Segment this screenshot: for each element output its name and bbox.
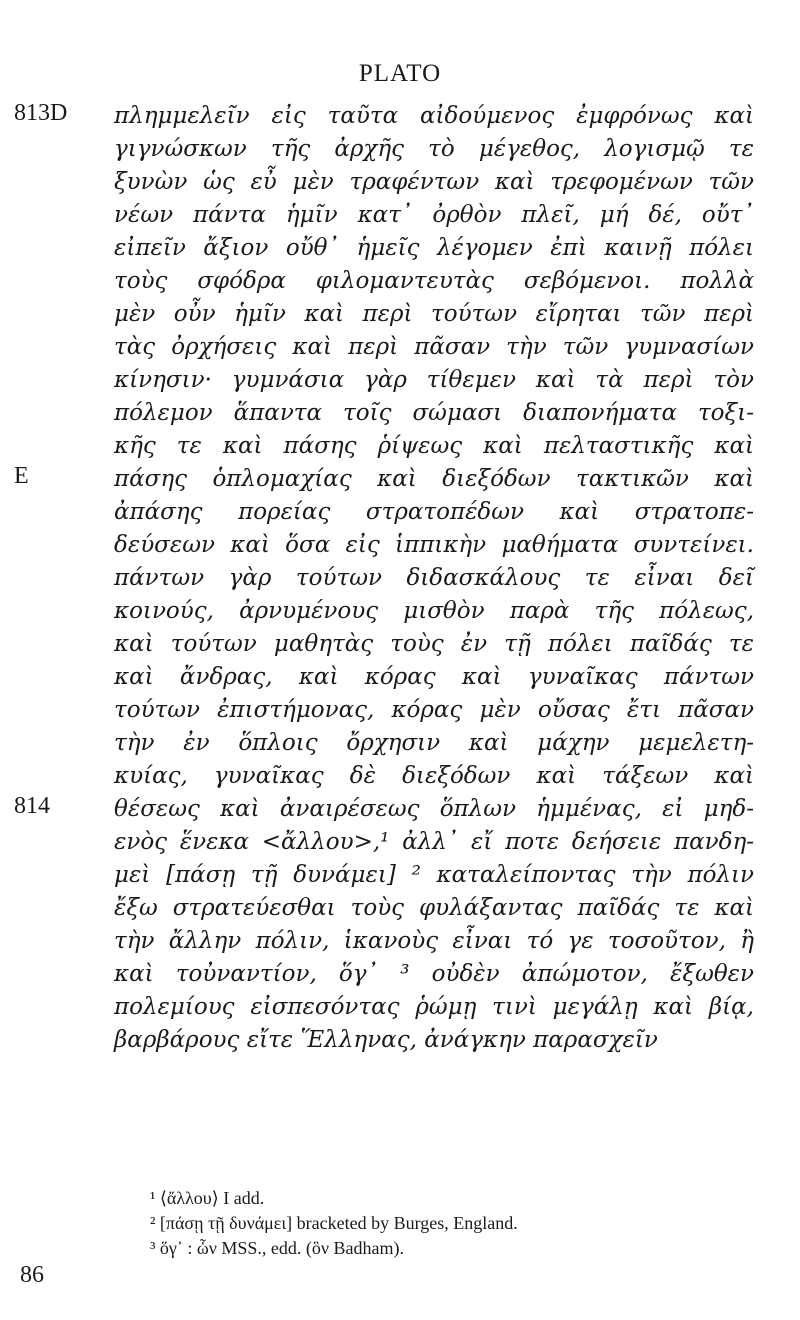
text-line: τὴν ἐν ὅπλοις ὄρχησιν καὶ μάχην μεμελετη- xyxy=(114,730,754,756)
text-line: κίνησιν· γυμνάσια γὰρ τίθεμεν καὶ τὰ περὶ τὸν xyxy=(114,367,754,393)
text-line: πάντων γὰρ τούτων διδασκάλους τε εἶναι δεῖ xyxy=(114,565,754,591)
footnotes xyxy=(150,1186,750,1261)
text-line: γιγνώσκων τῆς ἀρχῆς τὸ μέγεθος, λογισμῷ τε xyxy=(114,136,754,162)
footnote: ¹ ⟨ἄλλου⟩ I add. xyxy=(150,1188,265,1208)
text-line: πλημμελεῖν εἰς ταῦτα αἰδούμενος ἐμφρόνως καὶ xyxy=(114,103,754,129)
text-line: εἰπεῖν ἄξιον οὔθ᾽ ἡμεῖς λέγομεν ἐπὶ καινῇ πόλει xyxy=(114,235,754,261)
text-line: κοινούς, ἀρνυμένους μισθὸν παρὰ τῆς πόλεως, xyxy=(114,598,754,624)
text-line: δεύσεων καὶ ὅσα εἰς ἱππικὴν μαθήματα συντείνει. xyxy=(114,532,754,558)
text-line: μὲν οὖν ἡμῖν καὶ περὶ τούτων εἴρηται τῶν περὶ xyxy=(114,301,754,327)
text-line: καὶ ἄνδρας, καὶ κόρας καὶ γυναῖκας πάντων xyxy=(114,664,754,690)
text-line: μεὶ [πάσῃ τῇ δυνάμει] ² καταλείποντας τὴν πόλιν xyxy=(114,862,754,888)
footnote: ² [πάσῃ τῇ δυνάμει] bracketed by Burges, England. xyxy=(150,1213,518,1233)
margin-marker-814: 814 xyxy=(14,793,50,819)
footnote: ³ ὅγ᾽ : ὧν MSS., edd. (ὃν Badham). xyxy=(150,1238,404,1258)
text-line: κυίας, γυναῖκας δὲ διεξόδων καὶ τάξεων καὶ xyxy=(114,763,754,789)
text-line: πόλεμον ἅπαντα τοῖς σώμασι διαπονήματα τοξι- xyxy=(114,400,754,426)
text-line: νέων πάντα ἡμῖν κατ᾽ ὀρθὸν πλεῖ, μή δέ, οὔτ᾽ xyxy=(114,202,754,228)
text-line: καὶ τοὐναντίον, ὅγ᾽ ³ οὐδὲν ἀπώμοτον, ἔξωθεν xyxy=(114,961,754,987)
text-line: θέσεως καὶ ἀναιρέσεως ὅπλων ἡμμένας, εἰ μηδ- xyxy=(114,796,754,822)
text-line: πάσης ὁπλομαχίας καὶ διεξόδων τακτικῶν καὶ xyxy=(114,466,754,492)
margin-marker-e: E xyxy=(14,463,29,489)
running-header: PLATO xyxy=(358,60,442,87)
text-line: ξυνὼν ὡς εὖ μὲν τραφέντων καὶ τρεφομένων τῶν xyxy=(114,169,754,195)
text-line: βαρβάρους εἴτε Ἕλληνας, ἀνάγκην παρασχεῖν xyxy=(114,1027,658,1053)
text-line: καὶ τούτων μαθητὰς τοὺς ἐν τῇ πόλει παῖδάς τε xyxy=(114,631,754,657)
text-line: ενὸς ἕνεκα <ἄλλου>,¹ ἀλλ᾽ εἴ ποτε δεήσειε πανδη- xyxy=(114,829,754,855)
text-line: κῆς τε καὶ πάσης ῥίψεως καὶ πελταστικῆς καὶ xyxy=(114,433,754,459)
text-line: ἀπάσης πορείας στρατοπέδων καὶ στρατοπε- xyxy=(114,499,754,525)
text-line: τοὺς σφόδρα φιλομαντευτὰς σεβόμενοι. πολλὰ xyxy=(114,268,754,294)
text-line: τούτων ἐπιστήμονας, κόρας μὲν οὔσας ἔτι πᾶσαν xyxy=(114,697,754,723)
page-number: 86 xyxy=(20,1262,44,1288)
text-line: ἔξω στρατεύεσθαι τοὺς φυλάξαντας παῖδάς τε καὶ xyxy=(114,895,754,921)
text-line: πολεμίους εἰσπεσόντας ῥώμῃ τινὶ μεγάλῃ καὶ βίᾳ, xyxy=(114,994,754,1020)
margin-marker-813d: 813D xyxy=(14,100,68,126)
text-line: τὰς ὀρχήσεις καὶ περὶ πᾶσαν τὴν τῶν γυμνασίων xyxy=(114,334,754,360)
text-line: τὴν ἄλλην πόλιν, ἱκανοὺς εἶναι τό γε τοσοῦτον, ἢ xyxy=(114,928,754,954)
greek-text-block xyxy=(114,100,754,1057)
